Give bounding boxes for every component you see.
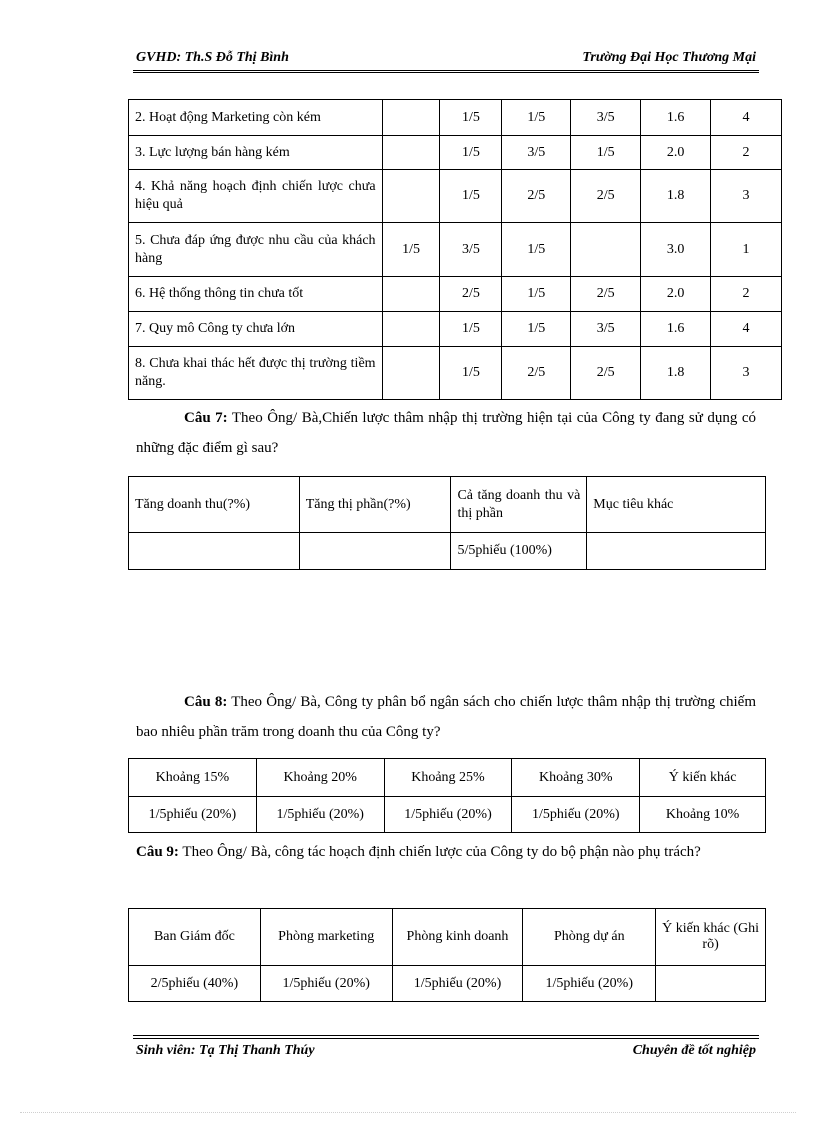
table-row [129,347,782,400]
cell: 3/5 [571,100,641,136]
rank-cell: 3 [711,347,782,400]
footer-student: Sinh viên: Tạ Thị Thanh Thúy [136,1043,315,1058]
cell: 1/5 [440,312,502,347]
value-cell: 1/5phiếu (20%) [523,966,656,1002]
table-row [129,797,766,833]
header-cell: Cả tăng doanh thu và thị phần [451,477,587,533]
cell: 1/5 [502,100,571,136]
cell: 2/5 [571,277,641,312]
cell: 2/5 [440,277,502,312]
header-cell: Khoảng 15% [129,759,257,797]
row-label: 2. Hoạt động Marketing còn kém [129,100,383,136]
header-cell: Ý kiến khác [640,759,766,797]
cell: 2/5 [571,170,641,223]
question-8 [136,687,756,747]
cell: 1/5 [440,100,502,136]
cell: 1/5 [571,136,641,170]
rank-cell: 4 [711,100,782,136]
cell: 3/5 [571,312,641,347]
cell: 2/5 [571,347,641,400]
header-cell: Khoảng 20% [256,759,384,797]
row-label: 3. Lực lượng bán hàng kém [129,136,383,170]
value-cell: 1/5phiếu (20%) [260,966,392,1002]
question-9 [136,837,756,867]
table-row [129,136,782,170]
score-cell: 2.0 [641,136,711,170]
score-cell: 3.0 [641,223,711,277]
row-label: 4. Khả năng hoạch định chiến lược chưa hiệu quả [129,170,383,223]
value-cell: 1/5phiếu (20%) [392,966,523,1002]
question-7-label: Câu 7: [184,410,228,426]
row-label: 6. Hệ thống thông tin chưa tốt [129,277,383,312]
question-9-label: Câu 9: [136,844,179,860]
value-cell: 1/5phiếu (20%) [384,797,512,833]
table-row [129,966,766,1002]
score-cell: 2.0 [641,277,711,312]
header-rule [133,70,759,71]
q7-table [128,476,766,570]
cell: 3/5 [502,136,571,170]
header-cell: Phòng kinh doanh [392,909,523,966]
footer-rule-2 [133,1038,759,1039]
header-cell: Khoảng 30% [512,759,640,797]
q8-table [128,758,766,833]
cell [382,100,440,136]
value-cell [587,533,766,570]
score-cell: 1.8 [641,347,711,400]
cell: 3/5 [440,223,502,277]
question-7-text: Theo Ông/ Bà,Chiến lược thâm nhập thị trường hiện tại của Công ty đang sử dụng có những đặc điểm gì sau? [136,410,757,456]
footer-doc-type: Chuyên đề tốt nghiệp [632,1043,756,1058]
value-cell: 2/5phiếu (40%) [129,966,261,1002]
value-cell: 1/5phiếu (20%) [129,797,257,833]
table-row [129,759,766,797]
row-label: 8. Chưa khai thác hết được thị trường tiềm năng. [129,347,383,400]
cell: 1/5 [382,223,440,277]
cell: 2/5 [502,170,571,223]
header-cell: Ý kiến khác (Ghi rõ) [656,909,766,966]
footer-rule [133,1035,759,1036]
rank-cell: 4 [711,312,782,347]
page-edge-divider [20,1112,796,1113]
cell [382,170,440,223]
rank-cell: 2 [711,136,782,170]
value-cell [129,533,300,570]
header-rule-2 [133,72,759,73]
header-school: Trường Đại Học Thương Mại [582,50,756,65]
value-cell [656,966,766,1002]
value-cell: 5/5phiếu (100%) [451,533,587,570]
header-cell: Tăng doanh thu(?%) [129,477,300,533]
table-row [129,170,782,223]
rank-cell: 1 [711,223,782,277]
table-row [129,223,782,277]
question-7 [136,403,756,463]
header-advisor: GVHD: Th.S Đỗ Thị Bình [136,50,289,65]
header-cell: Phòng marketing [260,909,392,966]
cell [382,277,440,312]
cell: 2/5 [502,347,571,400]
value-cell: Khoảng 10% [640,797,766,833]
header-cell: Phòng dự án [523,909,656,966]
header-cell: Tăng thị phần(?%) [299,477,451,533]
value-cell [299,533,451,570]
cell: 1/5 [502,277,571,312]
score-cell: 1.6 [641,100,711,136]
rank-cell: 3 [711,170,782,223]
row-label: 7. Quy mô Công ty chưa lớn [129,312,383,347]
cell: 1/5 [502,223,571,277]
table-row [129,533,766,570]
q9-table [128,908,766,1002]
row-label: 5. Chưa đáp ứng được nhu cầu của khách hàng [129,223,383,277]
score-cell: 1.6 [641,312,711,347]
weakness-table [128,99,782,400]
table-row [129,312,782,347]
cell: 1/5 [440,170,502,223]
question-9-text: Theo Ông/ Bà, công tác hoạch định chiến lược của Công ty do bộ phận nào phụ trách? [178,844,701,860]
question-8-text: Theo Ông/ Bà, Công ty phân bổ ngân sách cho chiến lược thâm nhập thị trường chiếm bao nhiêu phần trăm trong doanh thu của Công ty? [136,694,756,740]
value-cell: 1/5phiếu (20%) [256,797,384,833]
header-cell: Mục tiêu khác [587,477,766,533]
table-row [129,277,782,312]
value-cell: 1/5phiếu (20%) [512,797,640,833]
header-cell: Khoảng 25% [384,759,512,797]
table-row [129,477,766,533]
cell: 1/5 [502,312,571,347]
score-cell: 1.8 [641,170,711,223]
question-8-label: Câu 8: [184,694,228,710]
cell [382,312,440,347]
table-row [129,100,782,136]
table-row [129,909,766,966]
cell [382,136,440,170]
cell [571,223,641,277]
cell [382,347,440,400]
cell: 1/5 [440,347,502,400]
header-cell: Ban Giám đốc [129,909,261,966]
rank-cell: 2 [711,277,782,312]
cell: 1/5 [440,136,502,170]
